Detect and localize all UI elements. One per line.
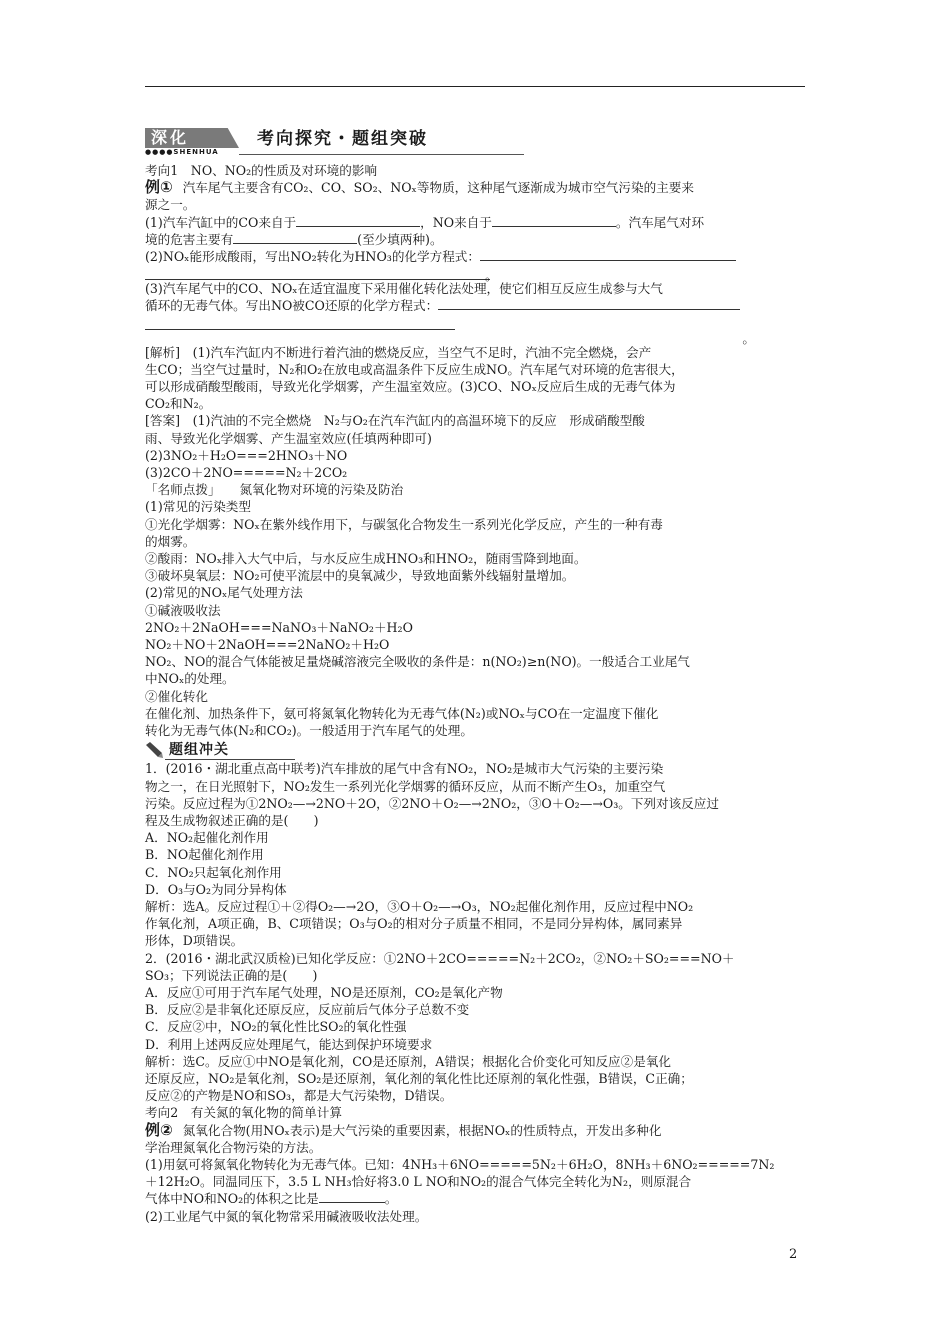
end-period: 。 [742, 330, 755, 346]
exercise-line: 2．(2016・湖北武汉质检)已知化学反应：①2NO＋2CO=====N₂＋2CO₂，②NO₂＋SO₂===NO＋ [145, 950, 735, 966]
exercise-option: A．NO₂起催化剂作用 [145, 830, 269, 846]
q1-text-d: 境的危害主要有 [145, 231, 234, 247]
analysis-block [145, 344, 807, 413]
answer-line-text: (3)2CO＋2NO=====N₂＋2CO₂ [145, 465, 348, 481]
page-number: 2 [789, 1247, 798, 1262]
tips-line: (2)常见的NOₓ尾气处理方法 [145, 585, 303, 601]
q1-text-c: 气体中NO和NO₂的体积之比是 [145, 1191, 319, 1207]
banner-underline [239, 154, 524, 155]
example-1-stem [145, 179, 807, 196]
q1-text-b: ，NO来自于 [420, 214, 492, 230]
exercise-option: D．O₃与O₂为同分异构体 [145, 881, 287, 897]
banner-subtitle: ●●●●SHENHUA [145, 148, 219, 156]
answer-blank [296, 214, 420, 227]
example-2-q2: (2)工业尾气中氮的氧化物常采用碱液吸收法处理。 [145, 1208, 428, 1224]
exercise-option: A．反应①可用于汽车尾气处理，NO是还原剂，CO₂是氧化产物 [145, 984, 503, 1000]
tips-line: ①光化学烟雾：NOₓ在紫外线作用下，与碳氢化合物发生一系列光化学反应，产生的一种有毒 [145, 516, 663, 532]
answer-blank [319, 1190, 385, 1203]
tips-line: 中NOₓ的处理。 [145, 671, 235, 687]
tips-line: NO₂＋NO＋2NaOH===2NaNO₂＋H₂O [145, 637, 390, 653]
answer-blank [480, 248, 736, 261]
expert-tips-block [145, 481, 807, 739]
group-practice-header [145, 740, 807, 760]
example-1-stem-line1: 汽车尾气主要含有CO₂、CO、SO₂、NOₓ等物质，这种尾气逐渐成为城市空气污染的主要来 [182, 180, 694, 196]
example-1-q2 [145, 248, 807, 265]
exercise-line: 污染。反应过程为①2NO₂—→2NO＋2O，②2NO＋O₂—→2NO₂，③O＋O₂—→O₃。下列对该反应过 [145, 795, 719, 811]
tips-line: 「名师点拨」 氮氧化物对环境的污染及防治 [145, 482, 404, 498]
tips-line: 在催化剂、加热条件下，氨可将氮氧化物转化为无毒气体(N₂)或NOₓ与CO在一定温度下催化 [145, 705, 659, 721]
exercise-solution: 反应②的产物是NO和SO₃，都是大气污染物，D错误。 [145, 1088, 453, 1104]
exercise-option: B．NO起催化剂作用 [145, 847, 264, 863]
tips-line: 2NO₂＋2NaOH===NaNO₃＋NaNO₂＋H₂O [145, 619, 413, 635]
answer-blank [233, 231, 357, 244]
exercise-solution: 还原反应，NO₂是氧化剂，SO₂是还原剂，氧化剂的氧化性比还原剂的氧化性强，B错误，C正确； [145, 1070, 693, 1086]
exercise-line: 物之一，在日光照射下，NO₂发生一系列光化学烟雾的循环反应，从而不断产生O₃，加重空气 [145, 778, 666, 794]
exercise-option: C．反应②中，NO₂的氧化性比SO₂的氧化性强 [145, 1019, 407, 1035]
topic-heading-1: 考向1 NO、NO₂的性质及对环境的影响 [145, 163, 378, 178]
tips-line: (1)常见的污染类型 [145, 499, 251, 515]
section-banner [145, 128, 807, 160]
answer-blank [438, 297, 740, 310]
exercise-line: 程及生成物叙述正确的是( ) [145, 812, 319, 828]
tips-line: 的烟雾。 [145, 533, 196, 549]
exercise-solution: 作氧化剂，A项正确，B、C项错误；O₃与O₂的相对分子质量不相同，不是同分异构体，属同素异 [145, 916, 683, 932]
exercise-solution: 形体，D项错误。 [145, 933, 244, 949]
exercise-line: 1．(2016・湖北重点高中联考)汽车排放的尾气中含有NO₂，NO₂是城市大气污染的主要污染 [145, 761, 664, 777]
banner-title: 深化 [151, 128, 190, 147]
exercise-2 [145, 950, 807, 1105]
example-2-stem-line1: 氮氧化合物(用NOₓ表示)是大气污染的重要因素，根据NOₓ的性质特点，开发出多种化 [182, 1122, 662, 1138]
q1-text-d: 。 [384, 1191, 398, 1207]
example-2-q1-line2: ＋12H₂O。同温同压下，3.5 L NH₃恰好将3.0 L NO和NO₂的混合气体完全转化为N₂，则原混合 [145, 1174, 692, 1190]
top-rule [145, 86, 805, 87]
analysis-line: CO₂和N₂。 [145, 396, 212, 412]
tips-line: ②酸雨：NOₓ排入大气中后，与水反应生成HNO₃和HNO₂，随雨雪降到地面。 [145, 551, 587, 567]
exercise-solution: 解析：选C。反应①中NO是氧化剂，CO是还原剂，A错误；根据化合价变化可知反应②是氧化 [145, 1053, 672, 1069]
period-mark: 。 [485, 268, 498, 284]
answer-line [145, 315, 455, 330]
group-practice-underline [165, 759, 295, 760]
exercise-1 [145, 760, 807, 949]
example-1-q3-line2 [145, 297, 807, 314]
example-1-q1-line2 [145, 231, 807, 248]
tips-line: ①碱液吸收法 [145, 602, 221, 618]
tips-line: 转化为无毒气体(N₂和CO₂)。一般适用于汽车尾气的处理。 [145, 723, 473, 739]
example-1-q1-line1 [145, 214, 807, 231]
analysis-line: 可以形成硝酸型酸雨，导致光化学烟雾，产生温室效应。(3)CO、NOₓ反应后生成的无毒气体为 [145, 379, 676, 395]
pencil-icon [145, 742, 163, 758]
tips-line: ③破坏臭氧层：NO₂可使平流层中的臭氧减少，导致地面紫外线辐射量增加。 [145, 568, 575, 584]
q1-text-e: (至少填两种)。 [357, 231, 443, 247]
example-2-q1-line3 [145, 1190, 807, 1207]
answer-line-text: 雨、导致光化学烟雾、产生温室效应(任填两种即可) [145, 430, 432, 446]
analysis-line: 生CO；当空气过量时，N₂和O₂在放电或高温条件下反应生成NO。汽车尾气对环境的危害很大， [145, 361, 684, 377]
example-1-tag: 例① [145, 178, 173, 197]
answer-line [145, 265, 498, 284]
q1-text-c: 。汽车尾气对环 [615, 214, 705, 230]
exercise-option: C．NO₂只起氧化剂作用 [145, 864, 282, 880]
exercise-option: B．反应②是非氧化还原反应，反应前后气体分子总数不变 [145, 1002, 470, 1018]
exercise-solution: 解析：选A。反应过程①＋②得O₂—→2O，③O＋O₂—→O₃，NO₂起催化剂作用，反应过程中NO₂ [145, 898, 694, 914]
section-title: 考向探究・题组突破 [257, 129, 428, 149]
tips-line: ②催化转化 [145, 688, 208, 704]
example-1-stem-line2: 源之一。 [145, 197, 196, 213]
answer-block [145, 412, 807, 481]
answer-line-text: (2)3NO₂＋H₂O===2HNO₃＋NO [145, 447, 348, 463]
q3-text-b: 循环的无毒气体。写出NO被CO还原的化学方程式： [145, 298, 439, 314]
example-2-q1-line1: (1)用氨可将氮氧化物转化为无毒气体。已知：4NH₃＋6NO=====5N₂＋6H₂O，8NH₃＋6NO₂=====7N₂ [145, 1156, 775, 1172]
exercise-line: SO₃；下列说法正确的是( ) [145, 967, 318, 983]
example-2-tag: 例② [145, 1120, 173, 1139]
page-content [145, 128, 807, 1225]
q2-text: (2)NOₓ能形成酸雨，写出NO₂转化为HNO₃的化学方程式： [145, 249, 480, 265]
q1-text-a: (1)汽车汽缸中的CO来自于 [145, 214, 297, 230]
group-practice-label: 题组冲关 [169, 742, 229, 759]
answer-line-text: [答案] (1)汽油的不完全燃烧 N₂与O₂在汽车汽缸内的高温环境下的反应 形成硝酸型酸 [145, 413, 645, 429]
example-2-stem [145, 1122, 807, 1139]
example-2-stem-line2: 学治理氮氧化合物污染的方法。 [145, 1139, 322, 1155]
tips-line: NO₂、NO的混合气体能被足量烧碱溶液完全吸收的条件是：n(NO₂)≥n(NO)。一般适合工业尾气 [145, 654, 690, 670]
example-1-q3-line1: (3)汽车尾气中的CO、NOₓ在适宜温度下采用催化转化法处理，使它们相互反应生成参与大气 [145, 281, 663, 297]
topic-heading-2: 考向2 有关氮的氧化物的简单计算 [145, 1105, 342, 1121]
analysis-line: [解析] (1)汽车汽缸内不断进行着汽油的燃烧反应，当空气不足时，汽油不完全燃烧，会产 [145, 344, 652, 360]
answer-blank [492, 214, 616, 227]
exercise-option: D．利用上述两反应处理尾气，能达到保护环境要求 [145, 1036, 433, 1052]
